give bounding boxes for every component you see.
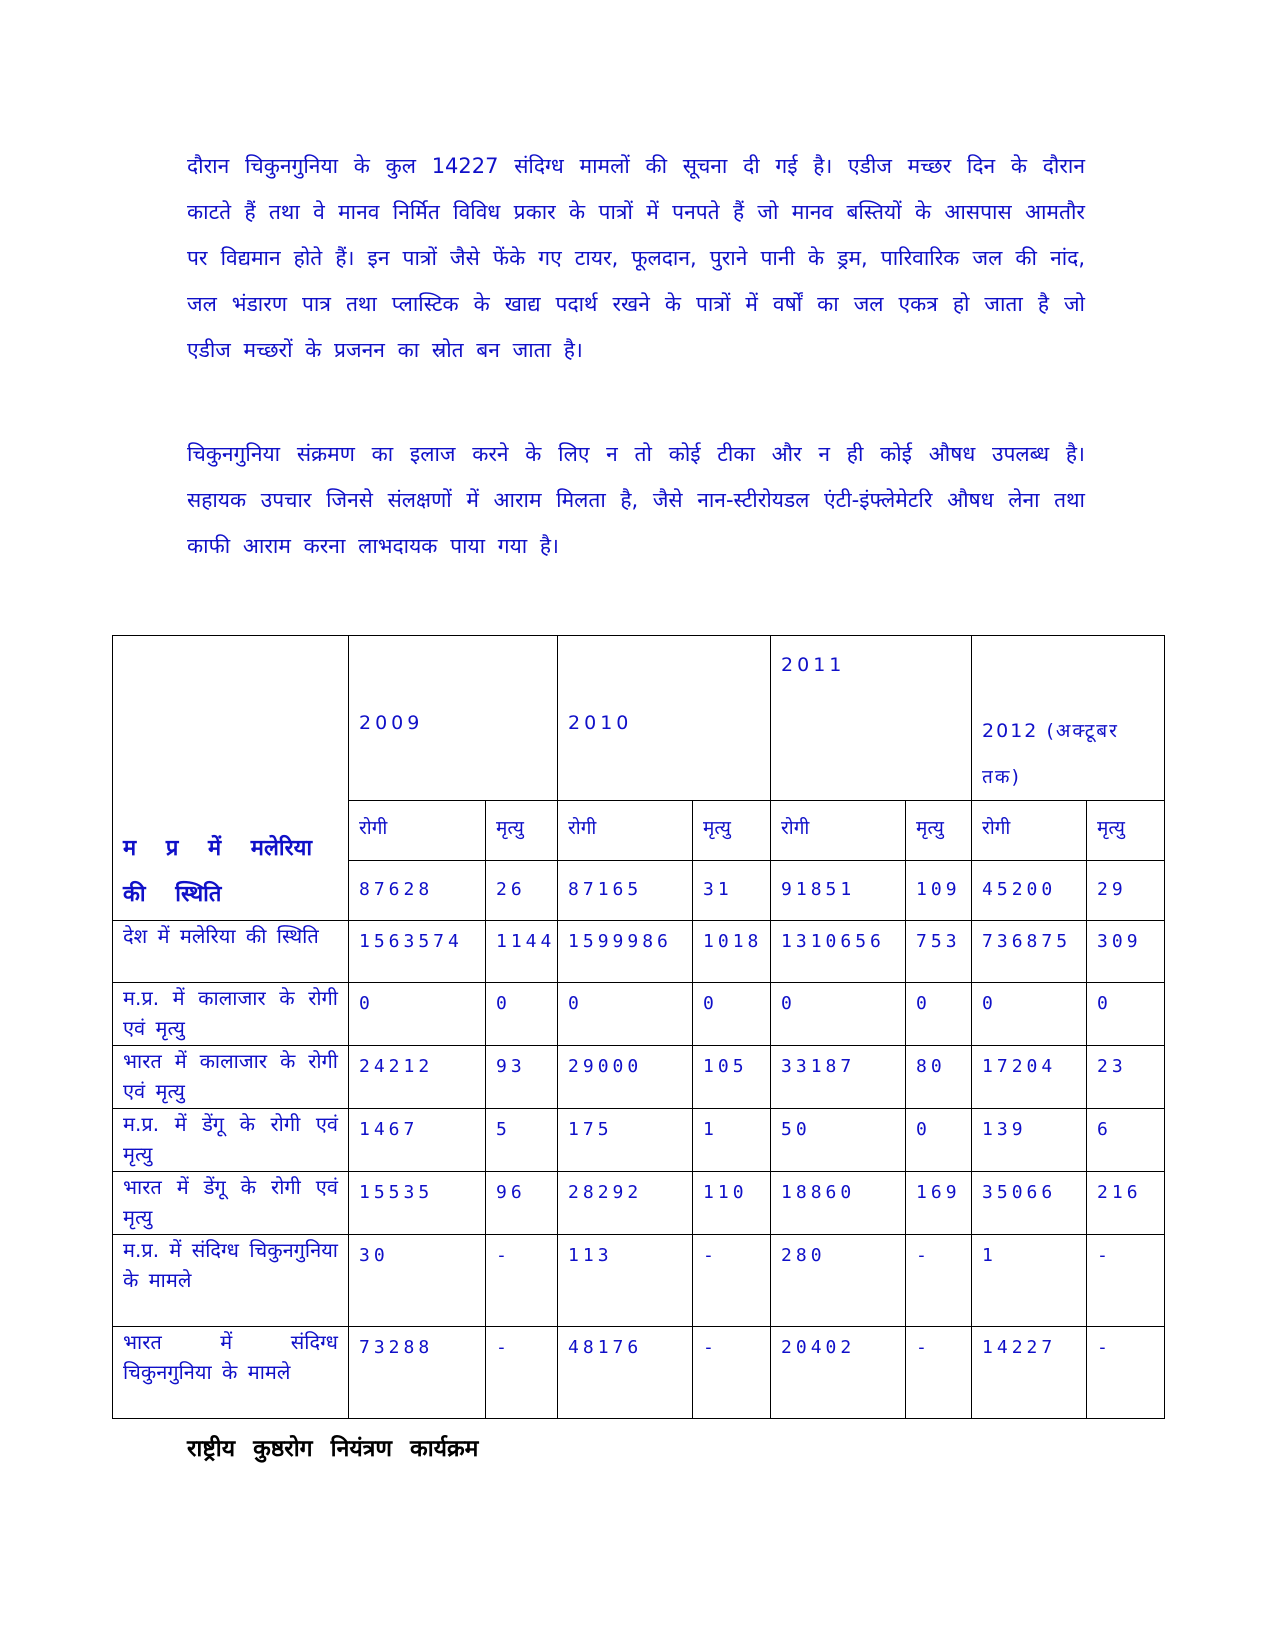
- table-cell: 87628: [349, 861, 486, 921]
- table-row: [113, 921, 1165, 983]
- table-row: [113, 1235, 1165, 1327]
- table-row: [113, 1172, 1165, 1235]
- table-cell: 105: [693, 1046, 771, 1109]
- table-cell: 753: [906, 921, 972, 983]
- table-cell: 1563574: [349, 921, 486, 983]
- table-row: [113, 1327, 1165, 1419]
- row-label: भारत में संदिग्ध चिकुनगुनिया के मामले: [113, 1327, 349, 1419]
- table-cell: 109: [906, 861, 972, 921]
- table-cell: 113: [558, 1235, 693, 1327]
- table-cell: 280: [771, 1235, 906, 1327]
- corner-label: म प्र में मलेरिया की स्थिति: [123, 836, 313, 907]
- sub-header-deaths: मृत्यु: [906, 801, 972, 861]
- table-cell: 0: [486, 983, 558, 1046]
- table-cell: -: [693, 1235, 771, 1327]
- table-cell: 216: [1087, 1172, 1165, 1235]
- table-cell: -: [693, 1327, 771, 1419]
- table-cell: 0: [771, 983, 906, 1046]
- row-label: भारत में डेंगू के रोगी एवं मृत्यु: [113, 1172, 349, 1235]
- table-cell: 18860: [771, 1172, 906, 1235]
- table-cell: 0: [558, 983, 693, 1046]
- year-header-2009: 2009: [349, 636, 558, 801]
- table-cell: 169: [906, 1172, 972, 1235]
- table-cell: 0: [1087, 983, 1165, 1046]
- table-cell: 33187: [771, 1046, 906, 1109]
- table-cell: 1599986: [558, 921, 693, 983]
- table-cell: 73288: [349, 1327, 486, 1419]
- table-cell: 30: [349, 1235, 486, 1327]
- table-cell: 6: [1087, 1109, 1165, 1172]
- table-cell: 0: [349, 983, 486, 1046]
- table-cell: 87165: [558, 861, 693, 921]
- table-row: [113, 983, 1165, 1046]
- year-header-2010: 2010: [558, 636, 771, 801]
- table-cell: 29: [1087, 861, 1165, 921]
- table-cell: 1: [693, 1109, 771, 1172]
- sub-header-deaths: मृत्यु: [1087, 801, 1165, 861]
- table-cell: 175: [558, 1109, 693, 1172]
- table-cell: 93: [486, 1046, 558, 1109]
- row-label: म.प्र. में कालाजार के रोगी एवं मृत्यु: [113, 983, 349, 1046]
- table-cell: 1310656: [771, 921, 906, 983]
- table-cell: 28292: [558, 1172, 693, 1235]
- section-heading: राष्ट्रीय कुष्ठरोग नियंत्रण कार्यक्रम: [187, 1436, 479, 1462]
- table-cell: 29000: [558, 1046, 693, 1109]
- table-cell: 23: [1087, 1046, 1165, 1109]
- table-cell: 0: [906, 983, 972, 1046]
- body-paragraph-2: चिकुनगुनिया संक्रमण का इलाज करने के लिए न तो कोई टीका और न ही कोई औषध उपलब्ध है। सहायक उपचार जिनसे संलक्षणों में आराम मिलता है, जैसे नान-स्टीरोयडल एंटी-इंफ्लेमेटरि औषध लेना तथा काफी आराम करना लाभदायक पाया गया है।: [187, 442, 1085, 558]
- table-cell: 0: [972, 983, 1087, 1046]
- sub-header-patients: रोगी: [349, 801, 486, 861]
- table-cell: 139: [972, 1109, 1087, 1172]
- table-cell: 736875: [972, 921, 1087, 983]
- body-paragraph-1: दौरान चिकुनगुनिया के कुल 14227 संदिग्ध मामलों की सूचना दी गई है। एडीज मच्छर दिन के दौरान काटते हैं तथा वे मानव निर्मित विविध प्रकार के पात्रों में पनपते हैं जो मानव बस्तियों के आसपास आमतौर पर विद्यमान होते हैं। इन पात्रों जैसे फेंके गए टायर, फूलदान, पुराने पानी के ड्रम, पारिवारिक जल की नांद, जल भंडारण पात्र तथा प्लास्टिक के खाद्य पदार्थ रखने के पात्रों में वर्षों का जल एकत्र हो जाता है जो एडीज मच्छरों के प्रजनन का स्रोत बन जाता है।: [187, 154, 1085, 362]
- sub-header-patients: रोगी: [771, 801, 906, 861]
- table-cell: 80: [906, 1046, 972, 1109]
- table-cell: 14227: [972, 1327, 1087, 1419]
- table-cell: 20402: [771, 1327, 906, 1419]
- sub-header-patients: रोगी: [972, 801, 1087, 861]
- table-cell: 45200: [972, 861, 1087, 921]
- table-cell: 24212: [349, 1046, 486, 1109]
- table-cell: 1018: [693, 921, 771, 983]
- sub-header-deaths: मृत्यु: [693, 801, 771, 861]
- year-header-2012: 2012 (अक्टूबर तक): [972, 636, 1165, 801]
- table-cell: 26: [486, 861, 558, 921]
- table-cell: 15535: [349, 1172, 486, 1235]
- table-corner-cell: [113, 636, 349, 921]
- table-cell: 31: [693, 861, 771, 921]
- table-cell: 1: [972, 1235, 1087, 1327]
- table-cell: 35066: [972, 1172, 1087, 1235]
- table-cell: -: [486, 1235, 558, 1327]
- row-label: देश में मलेरिया की स्थिति: [113, 921, 349, 983]
- table-cell: 96: [486, 1172, 558, 1235]
- table-cell: 110: [693, 1172, 771, 1235]
- table-cell: -: [1087, 1235, 1165, 1327]
- table-cell: -: [486, 1327, 558, 1419]
- sub-header-patients: रोगी: [558, 801, 693, 861]
- table-cell: -: [906, 1235, 972, 1327]
- table-cell: 1467: [349, 1109, 486, 1172]
- table-cell: 17204: [972, 1046, 1087, 1109]
- table-cell: 50: [771, 1109, 906, 1172]
- table-cell: 91851: [771, 861, 906, 921]
- row-label: म.प्र. में डेंगू के रोगी एवं मृत्यु: [113, 1109, 349, 1172]
- table-cell: -: [906, 1327, 972, 1419]
- table-cell: 5: [486, 1109, 558, 1172]
- table-row: [113, 1046, 1165, 1109]
- table-row: [113, 1109, 1165, 1172]
- table-cell: 48176: [558, 1327, 693, 1419]
- sub-header-deaths: मृत्यु: [486, 801, 558, 861]
- table-cell: 0: [693, 983, 771, 1046]
- row-label: म.प्र. में संदिग्ध चिकुनगुनिया के मामले: [113, 1235, 349, 1327]
- row-label: भारत में कालाजार के रोगी एवं मृत्यु: [113, 1046, 349, 1109]
- table-cell: 309: [1087, 921, 1165, 983]
- disease-statistics-table: [112, 635, 1165, 1419]
- year-header-2011: 2011: [771, 636, 972, 801]
- table-body: [113, 921, 1165, 1419]
- table-cell: 0: [906, 1109, 972, 1172]
- table-cell: -: [1087, 1327, 1165, 1419]
- table-cell: 1144: [486, 921, 558, 983]
